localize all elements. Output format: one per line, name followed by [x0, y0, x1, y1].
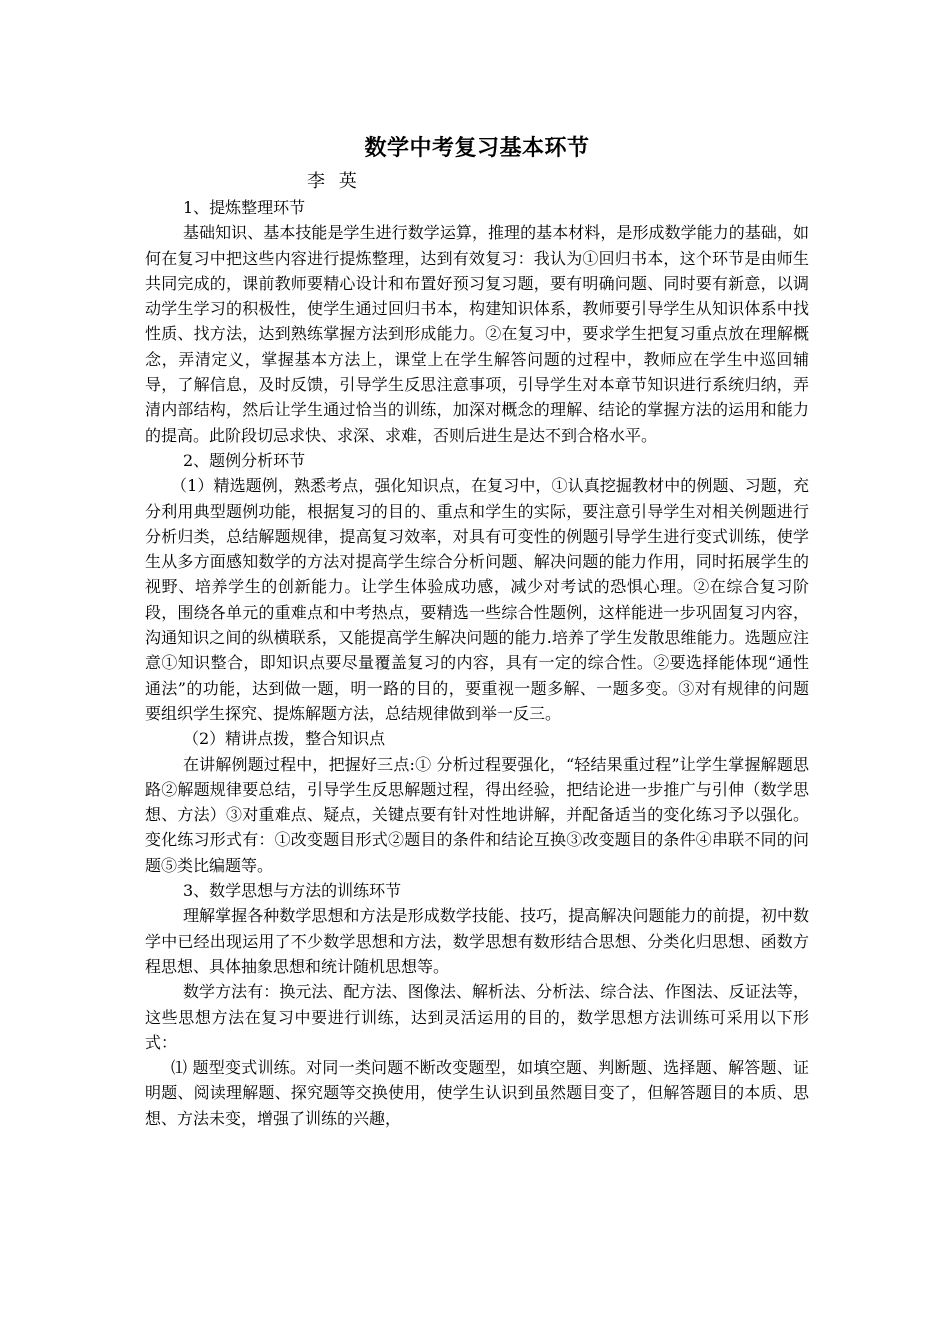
paragraph: 理解掌握各种数学思想和方法是形成数学技能、技巧，提高解决问题能力的前提，初中数学中已经出现运用了不少数学思想和方法，数学思想有数形结合思想、分类化归思想、函数方程思想、具体抽象思想和统计随机思想等。	[145, 906, 809, 976]
section-heading-2: 2、题例分析环节	[183, 450, 306, 470]
paragraph: （1）精选题例，熟悉考点，强化知识点，在复习中，①认真挖掘教材中的例题、习题，充分利用典型题例功能，根据复习的目的、重点和学生的实际，要注意引导学生对相关例题进行分析归类，总结解题规律，提高复习效率，对具有可变性的例题引导学生进行变式训练，使学生从多方面感知数学的方法对提高学生综合分析问题、解决问题的能力作用，同时拓展学生的视野、培养学生的创新能力。让学生体验成功感，减少对考试的恐惧心理。②在综合复习阶段，围绕各单元的重难点和中考热点，要精选一些综合性题例，这样能进一步巩固复习内容，沟通知识之间的纵横联系，又能提高学生解决问题的能力.培养了学生发散思维能力。选题应注意①知识整合，即知识点要尽量覆盖复习的内容，具有一定的综合性。②要选择能体现“通性通法”的功能，达到做一题，明一路的目的，要重视一题多解、一题多变。③对有规律的问题要组织学生探究、提炼解题方法，总结规律做到举一反三。	[145, 476, 809, 723]
section-heading-1: 1、提炼整理环节	[183, 198, 306, 217]
document-title: 数学中考复习基本环节	[364, 135, 590, 161]
document-page	[145, 133, 809, 1131]
paragraph: 基础知识、基本技能是学生进行数学运算，推理的基本材料，是形成数学能力的基础，如何在复习中把这些内容进行提炼整理，达到有效复习：我认为①回归书本，这个环节是由师生共同完成的，课前教师要精心设计和布置好预习复习题，要有明确问题、同时要有新意，以调动学生学习的积极性，使学生通过回归书本，构建知识体系，教师要引导学生从知识体系中找性质、找方法，达到熟练掌握方法到形成能力。②在复习中，要求学生把复习重点放在理解概念，弄清定义，掌握基本方法上，课堂上在学生解答问题的过程中，教师应在学生中巡回辅导，了解信息，及时反馈，引导学生反思注意事项，引导学生对本章节知识进行系统归纳，弄清内部结构，然后让学生通过恰当的训练，加深对概念的理解、结论的掌握方法的运用和能力的提高。此阶段切忌求快、求深、求难，否则后进生是达不到合格水平。	[145, 223, 809, 445]
section-heading-3: 3、数学思想与方法的训练环节	[183, 881, 402, 901]
document-author: 李 英	[307, 171, 361, 192]
paragraph: 在讲解例题过程中，把握好三点:① 分析过程要强化，“轻结果重过程”让学生掌握解题思路②解题规律要总结，引导学生反思解题过程，得出经验，把结论进一步推广与引伸（数学思想、方法）③对重难点、疑点，关键点要有针对性地讲解，并配备适当的变化练习予以强化。变化练习形式有：①改变题目形式②题目的条件和结论互换③改变题目的条件④串联不同的问题⑤类比编题等。	[145, 754, 809, 875]
paragraph: ⑴ 题型变式训练。对同一类问题不断改变题型，如填空题、判断题、选择题、解答题、证明题、阅读理解题、探究题等交换使用，使学生认识到虽然题目变了，但解答题目的本质、思想、方法未变，增强了训练的兴趣，	[145, 1058, 809, 1128]
subsection-heading: （2）精讲点拨，整合知识点	[183, 729, 386, 749]
paragraph: 数学方法有：换元法、配方法、图像法、解析法、分析法、综合法、作图法、反证法等，这些思想方法在复习中要进行训练，达到灵活运用的目的，数学思想方法训练可采用以下形式：	[145, 982, 809, 1052]
